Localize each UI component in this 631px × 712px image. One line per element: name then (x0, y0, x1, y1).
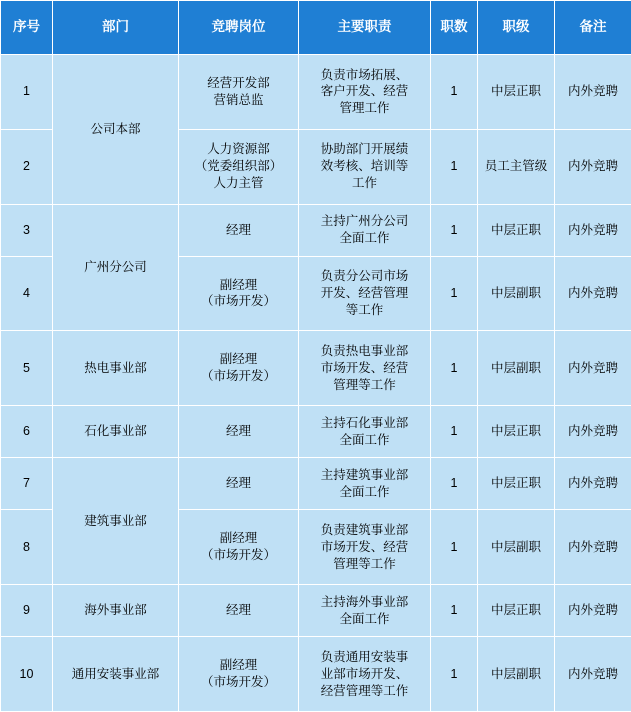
cell-no: 4 (1, 256, 53, 331)
cell-position: 人力资源部 （党委组织部） 人力主管 (179, 129, 299, 204)
cell-duties: 主持广州分公司 全面工作 (299, 204, 431, 256)
cell-remarks: 内外竞聘 (555, 129, 631, 204)
column-header-headcount: 职数 (431, 1, 478, 55)
cell-position: 经理 (179, 204, 299, 256)
cell-department: 建筑事业部 (53, 458, 179, 585)
cell-duties: 负责市场拓展、 客户开发、经营 管理工作 (299, 55, 431, 130)
cell-remarks: 内外竞聘 (555, 55, 631, 130)
table-row (1, 585, 631, 637)
column-header-position: 竞聘岗位 (179, 1, 299, 55)
cell-rank: 中层正职 (478, 585, 555, 637)
cell-department: 公司本部 (53, 55, 179, 205)
cell-no: 1 (1, 55, 53, 130)
cell-department: 热电事业部 (53, 331, 179, 406)
cell-rank: 中层正职 (478, 406, 555, 458)
cell-duties: 协助部门开展绩 效考核、培训等 工作 (299, 129, 431, 204)
cell-remarks: 内外竞聘 (555, 637, 631, 712)
cell-headcount: 1 (431, 510, 478, 585)
cell-headcount: 1 (431, 55, 478, 130)
cell-duties: 主持石化事业部 全面工作 (299, 406, 431, 458)
column-header-rank: 职级 (478, 1, 555, 55)
cell-no: 8 (1, 510, 53, 585)
cell-remarks: 内外竞聘 (555, 256, 631, 331)
cell-duties: 主持建筑事业部 全面工作 (299, 458, 431, 510)
table-row (1, 637, 631, 712)
cell-department: 广州分公司 (53, 204, 179, 331)
table-row (1, 331, 631, 406)
cell-position: 经理 (179, 406, 299, 458)
cell-duties: 负责热电事业部 市场开发、经营 管理等工作 (299, 331, 431, 406)
cell-position: 副经理 （市场开发） (179, 256, 299, 331)
table-row (1, 406, 631, 458)
table-header-row (1, 1, 631, 55)
cell-rank: 中层正职 (478, 458, 555, 510)
cell-rank: 员工主管级 (478, 129, 555, 204)
table-row (1, 55, 631, 130)
cell-remarks: 内外竞聘 (555, 458, 631, 510)
cell-headcount: 1 (431, 129, 478, 204)
cell-headcount: 1 (431, 256, 478, 331)
cell-no: 9 (1, 585, 53, 637)
table-header (1, 1, 631, 55)
cell-rank: 中层副职 (478, 637, 555, 712)
cell-rank: 中层副职 (478, 510, 555, 585)
column-header-duties: 主要职责 (299, 1, 431, 55)
cell-rank: 中层正职 (478, 55, 555, 130)
cell-position: 经理 (179, 585, 299, 637)
cell-position: 经营开发部 营销总监 (179, 55, 299, 130)
cell-headcount: 1 (431, 406, 478, 458)
cell-headcount: 1 (431, 458, 478, 510)
cell-department: 石化事业部 (53, 406, 179, 458)
cell-remarks: 内外竞聘 (555, 510, 631, 585)
cell-no: 5 (1, 331, 53, 406)
cell-remarks: 内外竞聘 (555, 406, 631, 458)
column-header-no: 序号 (1, 1, 53, 55)
table-row (1, 204, 631, 256)
cell-headcount: 1 (431, 204, 478, 256)
cell-no: 2 (1, 129, 53, 204)
cell-headcount: 1 (431, 331, 478, 406)
cell-department: 通用安装事业部 (53, 637, 179, 712)
cell-remarks: 内外竞聘 (555, 204, 631, 256)
cell-position: 副经理 （市场开发） (179, 331, 299, 406)
cell-no: 3 (1, 204, 53, 256)
cell-duties: 主持海外事业部 全面工作 (299, 585, 431, 637)
cell-position: 副经理 （市场开发） (179, 510, 299, 585)
cell-duties: 负责分公司市场 开发、经营管理 等工作 (299, 256, 431, 331)
cell-no: 10 (1, 637, 53, 712)
cell-no: 6 (1, 406, 53, 458)
cell-remarks: 内外竞聘 (555, 585, 631, 637)
table-row (1, 458, 631, 510)
cell-duties: 负责建筑事业部 市场开发、经营 管理等工作 (299, 510, 431, 585)
cell-no: 7 (1, 458, 53, 510)
cell-rank: 中层正职 (478, 204, 555, 256)
cell-department: 海外事业部 (53, 585, 179, 637)
cell-duties: 负责通用安装事 业部市场开发、 经营管理等工作 (299, 637, 431, 712)
cell-headcount: 1 (431, 585, 478, 637)
cell-position: 经理 (179, 458, 299, 510)
cell-position: 副经理 （市场开发） (179, 637, 299, 712)
cell-headcount: 1 (431, 637, 478, 712)
column-header-department: 部门 (53, 1, 179, 55)
cell-rank: 中层副职 (478, 331, 555, 406)
table-body (1, 55, 631, 712)
cell-rank: 中层副职 (478, 256, 555, 331)
cell-remarks: 内外竞聘 (555, 331, 631, 406)
column-header-remarks: 备注 (555, 1, 631, 55)
